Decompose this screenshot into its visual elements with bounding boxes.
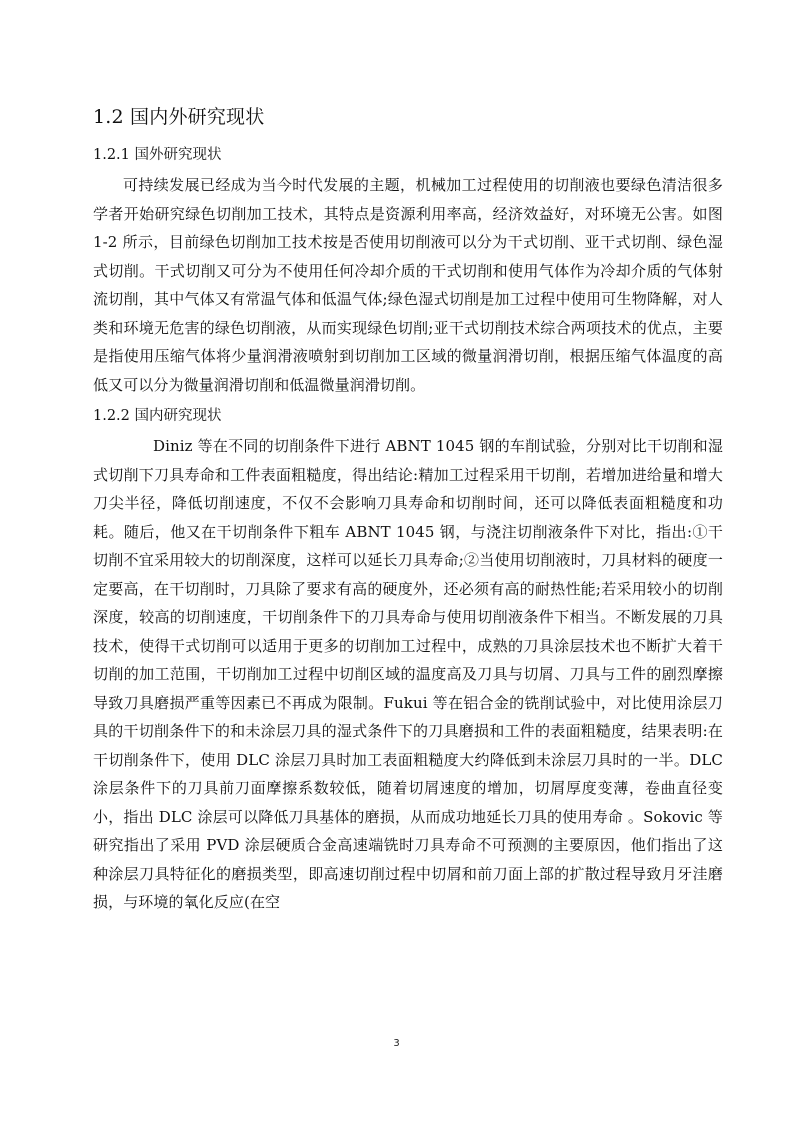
page-content: [93, 104, 723, 923]
subsection-heading-foreign: 1.2.1 国外研究现状: [93, 147, 222, 163]
page-number: 3: [393, 1038, 400, 1049]
paragraph-foreign-research: 可持续发展已经成为当今时代发展的主题，机械加工过程使用的切削液也要绿色清洁很多学者开始研究绿色切削加工技术，其特点是资源利用率高，经济效益好，对环境无公害。如图 1-2 所示，目前绿色切削加工技术按是否使用切削液可以分为干式切削、亚干式切削、绿色湿式切削。干式切削又可分为不使用任何冷却介质的干式切削和使用气体作为冷却介质的气体射流切削，其中气体又有常温气体和低温气体;绿色湿式切削是加工过程中使用可生物降解，对人类和环境无危害的绿色切削液，从而实现绿色切削;亚干式切削技术综合两项技术的优点，主要是指使用压缩气体将少量润滑液喷射到切削加工区域的微量润滑切削，根据压缩气体温度的高低又可以分为微量润滑切削和低温微量润滑切削。: [93, 176, 723, 394]
subsection-heading-domestic: 1.2.2 国内研究现状: [93, 408, 222, 424]
section-heading: 1.2 国内外研究现状: [93, 106, 265, 128]
paragraph-domestic-research: Diniz 等在不同的切削条件下进行 ABNT 1045 钢的车削试验，分别对比干切削和湿式切削下刀具寿命和工件表面粗糙度，得出结论:精加工过程采用干切削，若增加进给量和增大刀尖半径，降低切削速度，不仅不会影响刀具寿命和切削时间，还可以降低表面粗糙度和功耗。随后，他又在干切削条件下粗车 ABNT 1045 钢，与浇注切削液条件下对比，指出:①干切削不宜采用较大的切削深度，这样可以延长刀具寿命;②当使用切削液时，刀具材料的硬度一定要高，在干切削时，刀具除了要求有高的硬度外，还必须有高的耐热性能;若采用较小的切削深度，较高的切削速度，干切削条件下的刀具寿命与使用切削液条件下相当。不断发展的刀具技术，使得干式切削可以适用于更多的切削加工过程中，成熟的刀具涂层技术也不断扩大着干切削的加工范围，干切削加工过程中切削区域的温度高及刀具与切屑、刀具与工件的剧烈摩擦导致刀具磨损严重等因素已不再成为限制。Fukui 等在铝合金的铣削试验中，对比使用涂层刀具的干切削条件下的和未涂层刀具的湿式条件下的刀具磨损和工件的表面粗糙度，结果表明:在干切削条件下，使用 DLC 涂层刀具时加工表面粗糙度大约降低到未涂层刀具时的一半。DLC 涂层条件下的刀具前刀面摩擦系数较低，随着切屑速度的增加，切屑厚度变薄，卷曲直径变小，指出 DLC 涂层可以降低刀具基体的磨损，从而成功地延长刀具的使用寿命 。Sokovic 等研究指出了采用 PVD 涂层硬质合金高速端铣时刀具寿命不可预测的主要原因，他们指出了这种涂层刀具特征化的磨损类型，即高速切削过程中切屑和前刀面上部的扩散过程导致月牙洼磨损，与环境的氧化反应(在空: [93, 437, 723, 911]
